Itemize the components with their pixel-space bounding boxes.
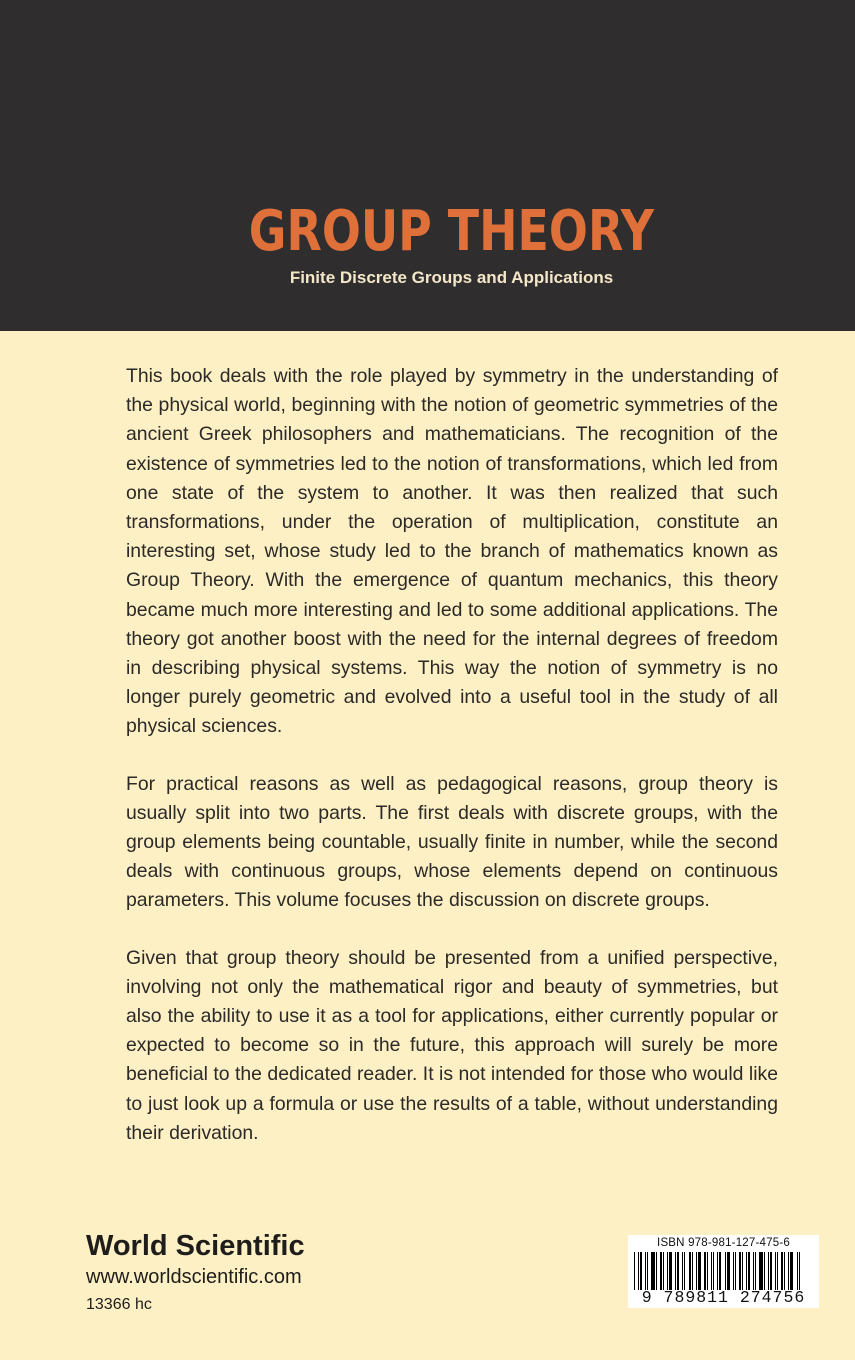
barcode-bar [647, 1252, 648, 1290]
barcode-bar [739, 1252, 741, 1290]
barcode-bar [759, 1252, 762, 1290]
isbn-barcode [628, 1235, 819, 1308]
description-paragraph-3: Given that group theory should be presented from a unified perspective, involving not only the mathematical rigor and beauty of symmetries, but also the ability to use it as a tool for applications, either currently popular or expected to become so in the future, this approach will surely be more beneficial to the dedicated reader. It is not intended for those who would like to just look up a formula or use the results of a table, without understanding their derivation. [126, 946, 778, 1144]
barcode-bar [755, 1252, 756, 1290]
barcode-bar [775, 1252, 776, 1290]
barcode-bar [735, 1252, 736, 1290]
publisher-url: www.worldscientific.com [86, 1266, 302, 1288]
barcode-bar [797, 1252, 798, 1290]
barcode-bar [640, 1252, 642, 1290]
barcode-bar [634, 1252, 635, 1290]
barcode-bar [788, 1252, 789, 1290]
barcode-bar [707, 1252, 708, 1290]
product-code: 13366 hc [86, 1296, 152, 1313]
publisher-block [86, 1229, 305, 1315]
barcode-bar [677, 1252, 679, 1290]
cover-header-band [0, 0, 855, 331]
barcode-bar [781, 1252, 783, 1290]
barcode-bar [711, 1252, 712, 1290]
barcode-bar [675, 1252, 676, 1290]
barcode-bar [698, 1252, 701, 1290]
barcode-bar [663, 1252, 664, 1290]
barcode-bar [656, 1252, 657, 1290]
publisher-name: World Scientific [86, 1230, 305, 1262]
barcode-bar [660, 1252, 662, 1290]
barcode-bar [669, 1252, 672, 1290]
barcode-bar [725, 1252, 726, 1290]
barcode-bar [667, 1252, 668, 1290]
description-paragraph-1: This book deals with the role played by symmetry in the understanding of the physical world, beginning with the notion of geometric symmetries of the ancient Greek philosophers and mathematicians. The recognition of the existence of symmetries led to the notion of transformations, which led from one state of the system to another. It was then realized that such transformations, under the operation of multiplication, constitute an interesting set, whose study led to the branch of mathematics known as Group Theory. With the emergence of quantum mechanics, this theory became much more interesting and led to some additional applications. The theory got another boost with the need for the internal degrees of freedom in describing physical systems. This way the notion of symmetry is no longer purely geometric and evolved into a useful tool in the study of all physical sciences. [126, 365, 778, 738]
barcode-bar [784, 1252, 785, 1290]
barcode-bar [733, 1252, 734, 1290]
book-subtitle: Finite Discrete Groups and Applications [289, 268, 614, 287]
barcode-digits: 9 789811 274756 [641, 1288, 806, 1307]
barcode-bar [692, 1252, 693, 1290]
barcode-bar [717, 1252, 718, 1290]
barcode-bar [719, 1252, 721, 1290]
barcode-bar [748, 1252, 750, 1290]
barcode-bar [799, 1252, 800, 1290]
book-description [126, 362, 778, 1176]
barcode-bar [689, 1252, 691, 1290]
barcode-bar [682, 1252, 683, 1290]
barcode-bar [713, 1252, 714, 1290]
barcode-bar [696, 1252, 697, 1290]
barcode-bar [770, 1252, 772, 1290]
barcode-bar [777, 1252, 778, 1290]
barcode-bar [727, 1252, 730, 1290]
barcode-bars [634, 1252, 814, 1290]
barcode-bar [651, 1252, 654, 1290]
barcode-bar [764, 1252, 765, 1290]
barcode-bar [645, 1252, 646, 1290]
book-title: GROUP THEORY [248, 199, 655, 264]
barcode-bar [768, 1252, 769, 1290]
description-paragraph-2: For practical reasons as well as pedagogical reasons, group theory is usually split into two parts. The first deals with discrete groups, with the group elements being countable, usually finite in number, while the second deals with continuous groups, whose elements depend on continuous parameters. This volume focuses the discussion on discrete groups. [126, 772, 778, 912]
barcode-bar [742, 1252, 743, 1290]
barcode-bar [790, 1252, 793, 1290]
barcode-bar [753, 1252, 754, 1290]
barcode-bar [704, 1252, 706, 1290]
barcode-bar [684, 1252, 685, 1290]
barcode-bar [746, 1252, 747, 1290]
barcode-bar [638, 1252, 639, 1290]
isbn-label: ISBN 978-981-127-475-6 [657, 1237, 790, 1249]
